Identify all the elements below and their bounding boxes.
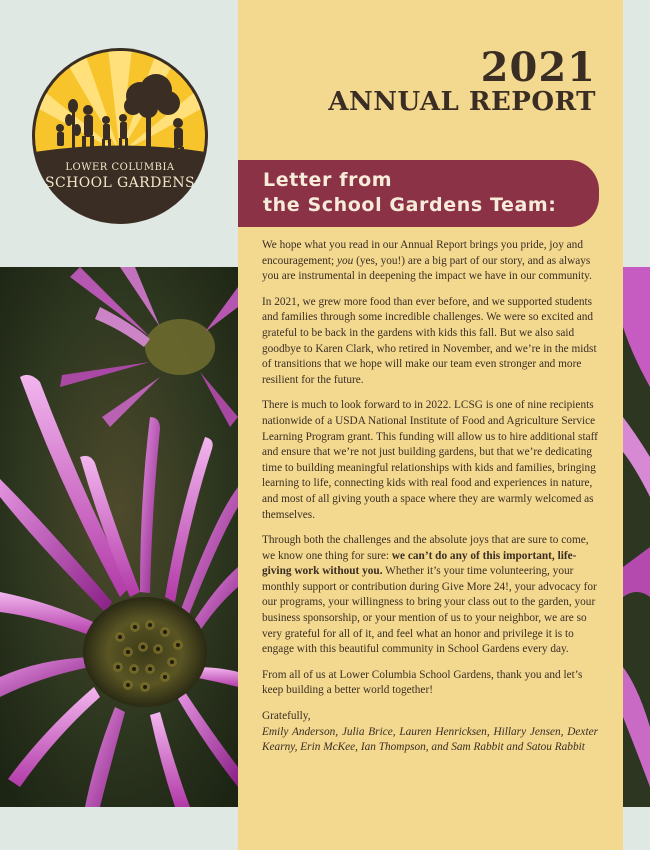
report-year: 2021 (480, 44, 596, 91)
p4-strong: we can’t do any of this important, life-giving work without you. (262, 549, 577, 578)
p1-emphasis: you (336, 254, 354, 267)
p4-text-a: Through both the challenges and the absolute joys that are sure to come, we know one thing for sure: (262, 534, 589, 562)
letter-banner (238, 160, 599, 227)
p4-text-b: Whether it’s your time volunteering, your monthly support or contribution during Give More 24!, your advocacy for our programs, your willingness to bring your class out to the garden, your business sponsorship, or your mention of us to your neighbor, we are so very grateful for all of it, and feel what an honor and privilege it is to engage with this beautiful community in School Gardens every day. (262, 565, 597, 656)
paragraph-5: From all of us at Lower Columbia School Gardens, thank you and let’s keep building a better world together! (262, 668, 583, 697)
report-title: ANNUAL REPORT (328, 87, 596, 117)
letter-body (262, 238, 598, 766)
banner-line-2: the School Gardens Team: (263, 194, 557, 216)
school-gardens-logo (28, 48, 212, 224)
p1-text-b: (yes, you!) are a big part of our story, and as always you are instrumental in deepening the impact we have in our community. (262, 254, 592, 283)
flower-photo-right (623, 267, 650, 807)
paragraph-3: There is much to look forward to in 2022. LCSG is one of nine recipients nationwide of a USDA National Institute of Food and Agriculture Service Learning Program grant. This funding will allow us to hire additional staff and ensure that we’re not just building gardens, but that we’re dedicating time to building meaningful relationships with kids and families, bringing learning to life, connecting kids with real food and experiences in nature, and most of all giving youth a space where they are warmly welcomed as themselves. (262, 399, 598, 521)
closing: Gratefully, (262, 710, 311, 723)
logo-line-2: SCHOOL GARDENS (45, 175, 195, 191)
banner-line-1: Letter from (263, 169, 393, 191)
paragraph-1 (262, 238, 598, 285)
flower-photo (0, 267, 238, 807)
logo-line-1: LOWER COLUMBIA (65, 162, 175, 173)
signers: Emily Anderson, Julia Brice, Lauren Henricksen, Hillary Jensen, Dexter Kearny, Erin McKee, Ian Thompson, and Sam Rabbit and Satou Rabbit (262, 725, 598, 754)
p1-text-a: We hope what you read in our Annual Report brings you pride, joy and encouragement; (262, 239, 583, 267)
paragraph-4 (262, 533, 598, 658)
paragraph-2: In 2021, we grew more food than ever before, and we supported students and families through some incredible challenges. We were so excited and grateful to be back in the gardens with kids this fall. But we also said goodbye to Karen Clark, who retired in November, and we’re in the midst of transitions that we hope will make our team even stronger and more resilient for the future. (262, 295, 597, 386)
